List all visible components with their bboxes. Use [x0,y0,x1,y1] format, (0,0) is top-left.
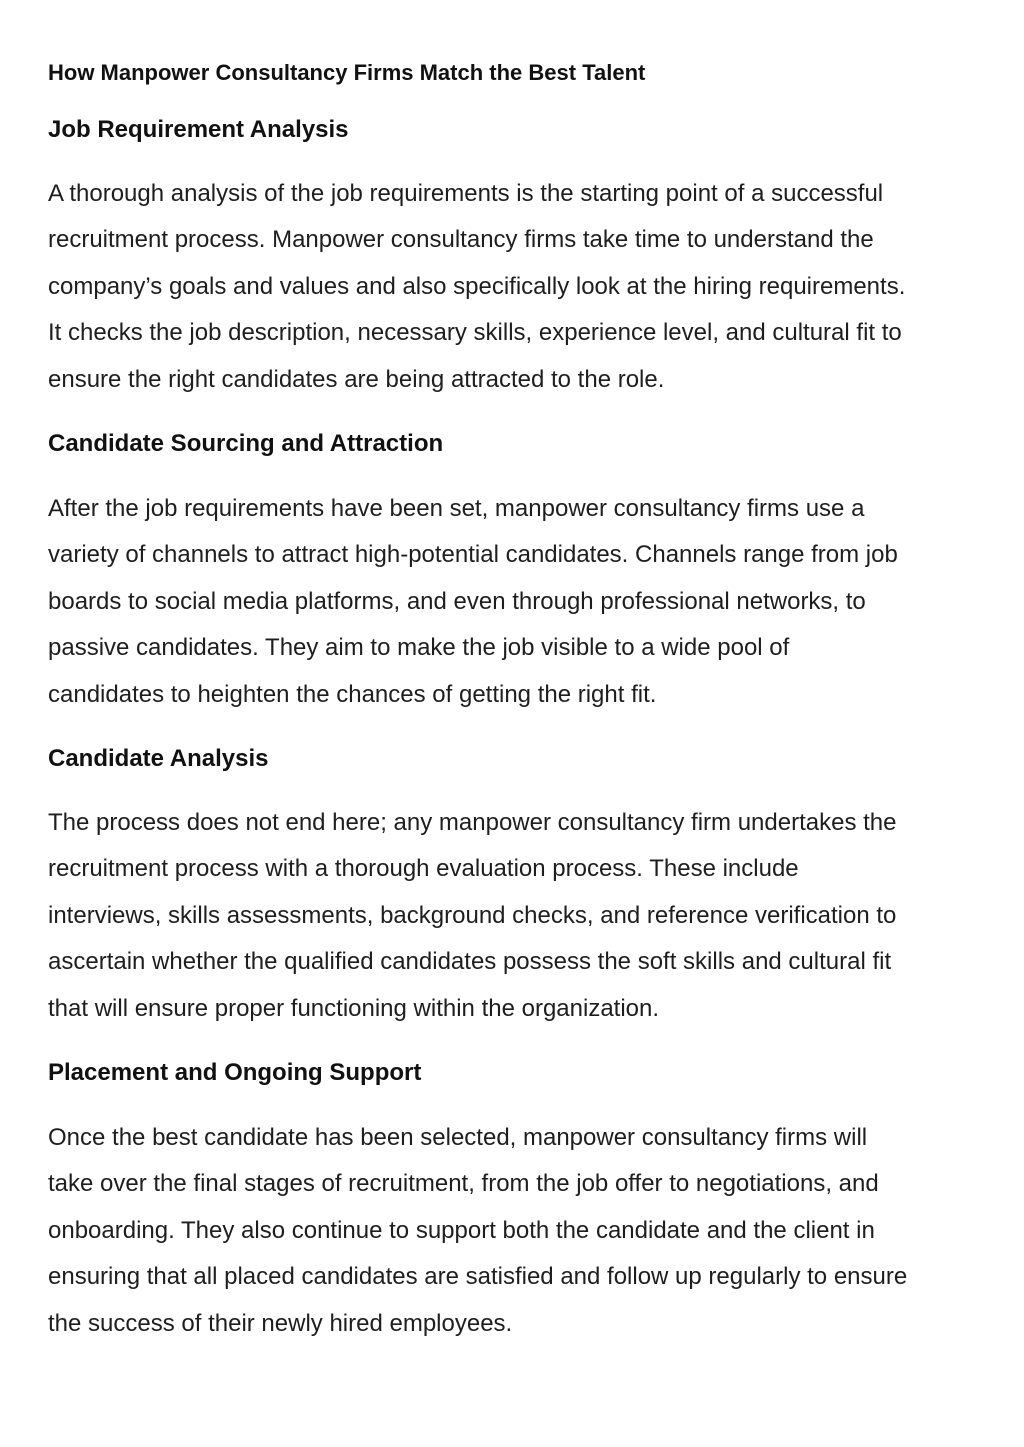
paragraph-line: that will ensure proper functioning within the organization. [48,994,660,1022]
paragraph-line: onboarding. They also continue to support both the candidate and the client in [48,1216,875,1244]
paragraph-line: recruitment process with a thorough evaluation process. These include [48,855,799,883]
paragraph-line: variety of channels to attract high-potential candidates. Channels range from job [48,541,898,569]
paragraph-line: candidates to heighten the chances of getting the right fit. [48,680,657,708]
section-heading-placement-support: Placement and Ongoing Support [48,1059,422,1086]
paragraph-line: ensuring that all placed candidates are satisfied and follow up regularly to ensure [48,1263,908,1291]
paragraph-line: ascertain whether the qualified candidates possess the soft skills and cultural fit [48,948,892,976]
paragraph-line: The process does not end here; any manpower consultancy firm undertakes the [48,809,897,836]
section-heading-candidate-analysis: Candidate Analysis [48,745,269,772]
paragraph-line: interviews, skills assessments, background checks, and reference verification to [48,901,897,929]
paragraph-line: take over the final stages of recruitment, from the job offer to negotiations, and [48,1170,879,1198]
paragraph-line: the success of their newly hired employees. [48,1309,513,1337]
paragraph-line: company’s goals and values and also specifically look at the hiring requirements. [48,272,906,300]
paragraph-line: It checks the job description, necessary skills, experience level, and cultural fit to [48,319,902,347]
document-title: How Manpower Consultancy Firms Match the Best Talent [48,60,646,85]
paragraph-line: After the job requirements have been set, manpower consultancy firms use a [48,495,865,522]
section-heading-job-requirement-analysis: Job Requirement Analysis [48,116,349,143]
paragraph-line: recruitment process. Manpower consultancy firms take time to understand the [48,226,874,254]
paragraph-line: passive candidates. They aim to make the job visible to a wide pool of [48,634,790,662]
section-body-job-requirement-analysis [48,171,978,403]
paragraph-line: boards to social media platforms, and even through professional networks, to [48,587,866,615]
section-body-candidate-analysis [48,800,978,1032]
paragraph-line: ensure the right candidates are being attracted to the role. [48,365,665,393]
section-body-candidate-sourcing [48,486,978,718]
section-heading-candidate-sourcing: Candidate Sourcing and Attraction [48,430,444,457]
paragraph-line: Once the best candidate has been selected, manpower consultancy firms will [48,1124,868,1151]
paragraph-line: A thorough analysis of the job requirements is the starting point of a successful [48,180,884,207]
section-body-placement-support [48,1115,978,1347]
